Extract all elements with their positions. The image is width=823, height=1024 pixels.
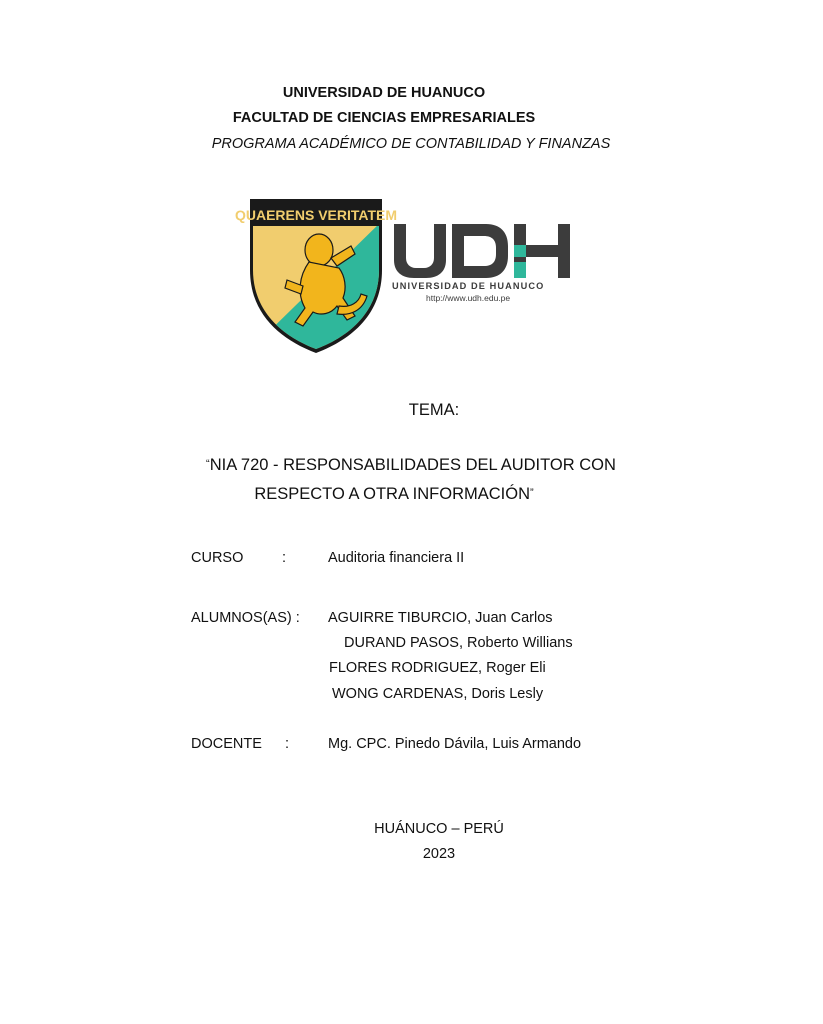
year: 2023	[422, 846, 456, 862]
university-shield-logo	[234, 198, 398, 353]
topic-label: TEMA:	[408, 401, 460, 419]
city-country: HUÁNUCO – PERÚ	[374, 821, 504, 837]
students-label: ALUMNOS(AS) :	[191, 610, 300, 626]
udh-logo	[390, 218, 576, 310]
brand-name: UNIVERSIDAD DE HUANUCO	[392, 281, 545, 291]
course-label: CURSO	[191, 550, 244, 566]
teacher-separator: :	[285, 736, 290, 752]
course-value: Auditoria financiera II	[328, 550, 465, 566]
shield-motto: QUAERENS VERITATEM	[234, 207, 398, 223]
student-item: FLORES RODRIGUEZ, Roger Eli	[329, 660, 546, 676]
student-item: DURAND PASOS, Roberto Willians	[344, 635, 573, 651]
open-quote: “	[206, 458, 210, 470]
program-name: PROGRAMA ACADÉMICO DE CONTABILIDAD Y FINANZAS	[211, 136, 611, 152]
student-item: AGUIRRE TIBURCIO, Juan Carlos	[328, 610, 553, 626]
university-name: UNIVERSIDAD DE HUANUCO	[282, 85, 486, 101]
letter-u-icon	[394, 224, 446, 278]
teacher-label: DOCENTE	[191, 736, 262, 752]
course-separator: :	[282, 550, 287, 566]
teacher-value: Mg. CPC. Pinedo Dávila, Luis Armando	[328, 736, 582, 752]
topic-title-line2	[10, 485, 778, 504]
topic-title-line1	[27, 456, 795, 475]
faculty-name: FACULTAD DE CIENCIAS EMPRESARIALES	[232, 110, 536, 126]
topic-line2-text: RESPECTO A OTRA INFORMACIÓN	[254, 485, 530, 503]
letter-d-icon	[452, 224, 508, 278]
topic-line1-text: NIA 720 - RESPONSABILIDADES DEL AUDITOR CON	[209, 456, 616, 474]
close-quote: ”	[530, 487, 534, 499]
brand-url: http://www.udh.edu.pe	[426, 293, 511, 303]
student-item: WONG CARDENAS, Doris Lesly	[332, 686, 544, 702]
